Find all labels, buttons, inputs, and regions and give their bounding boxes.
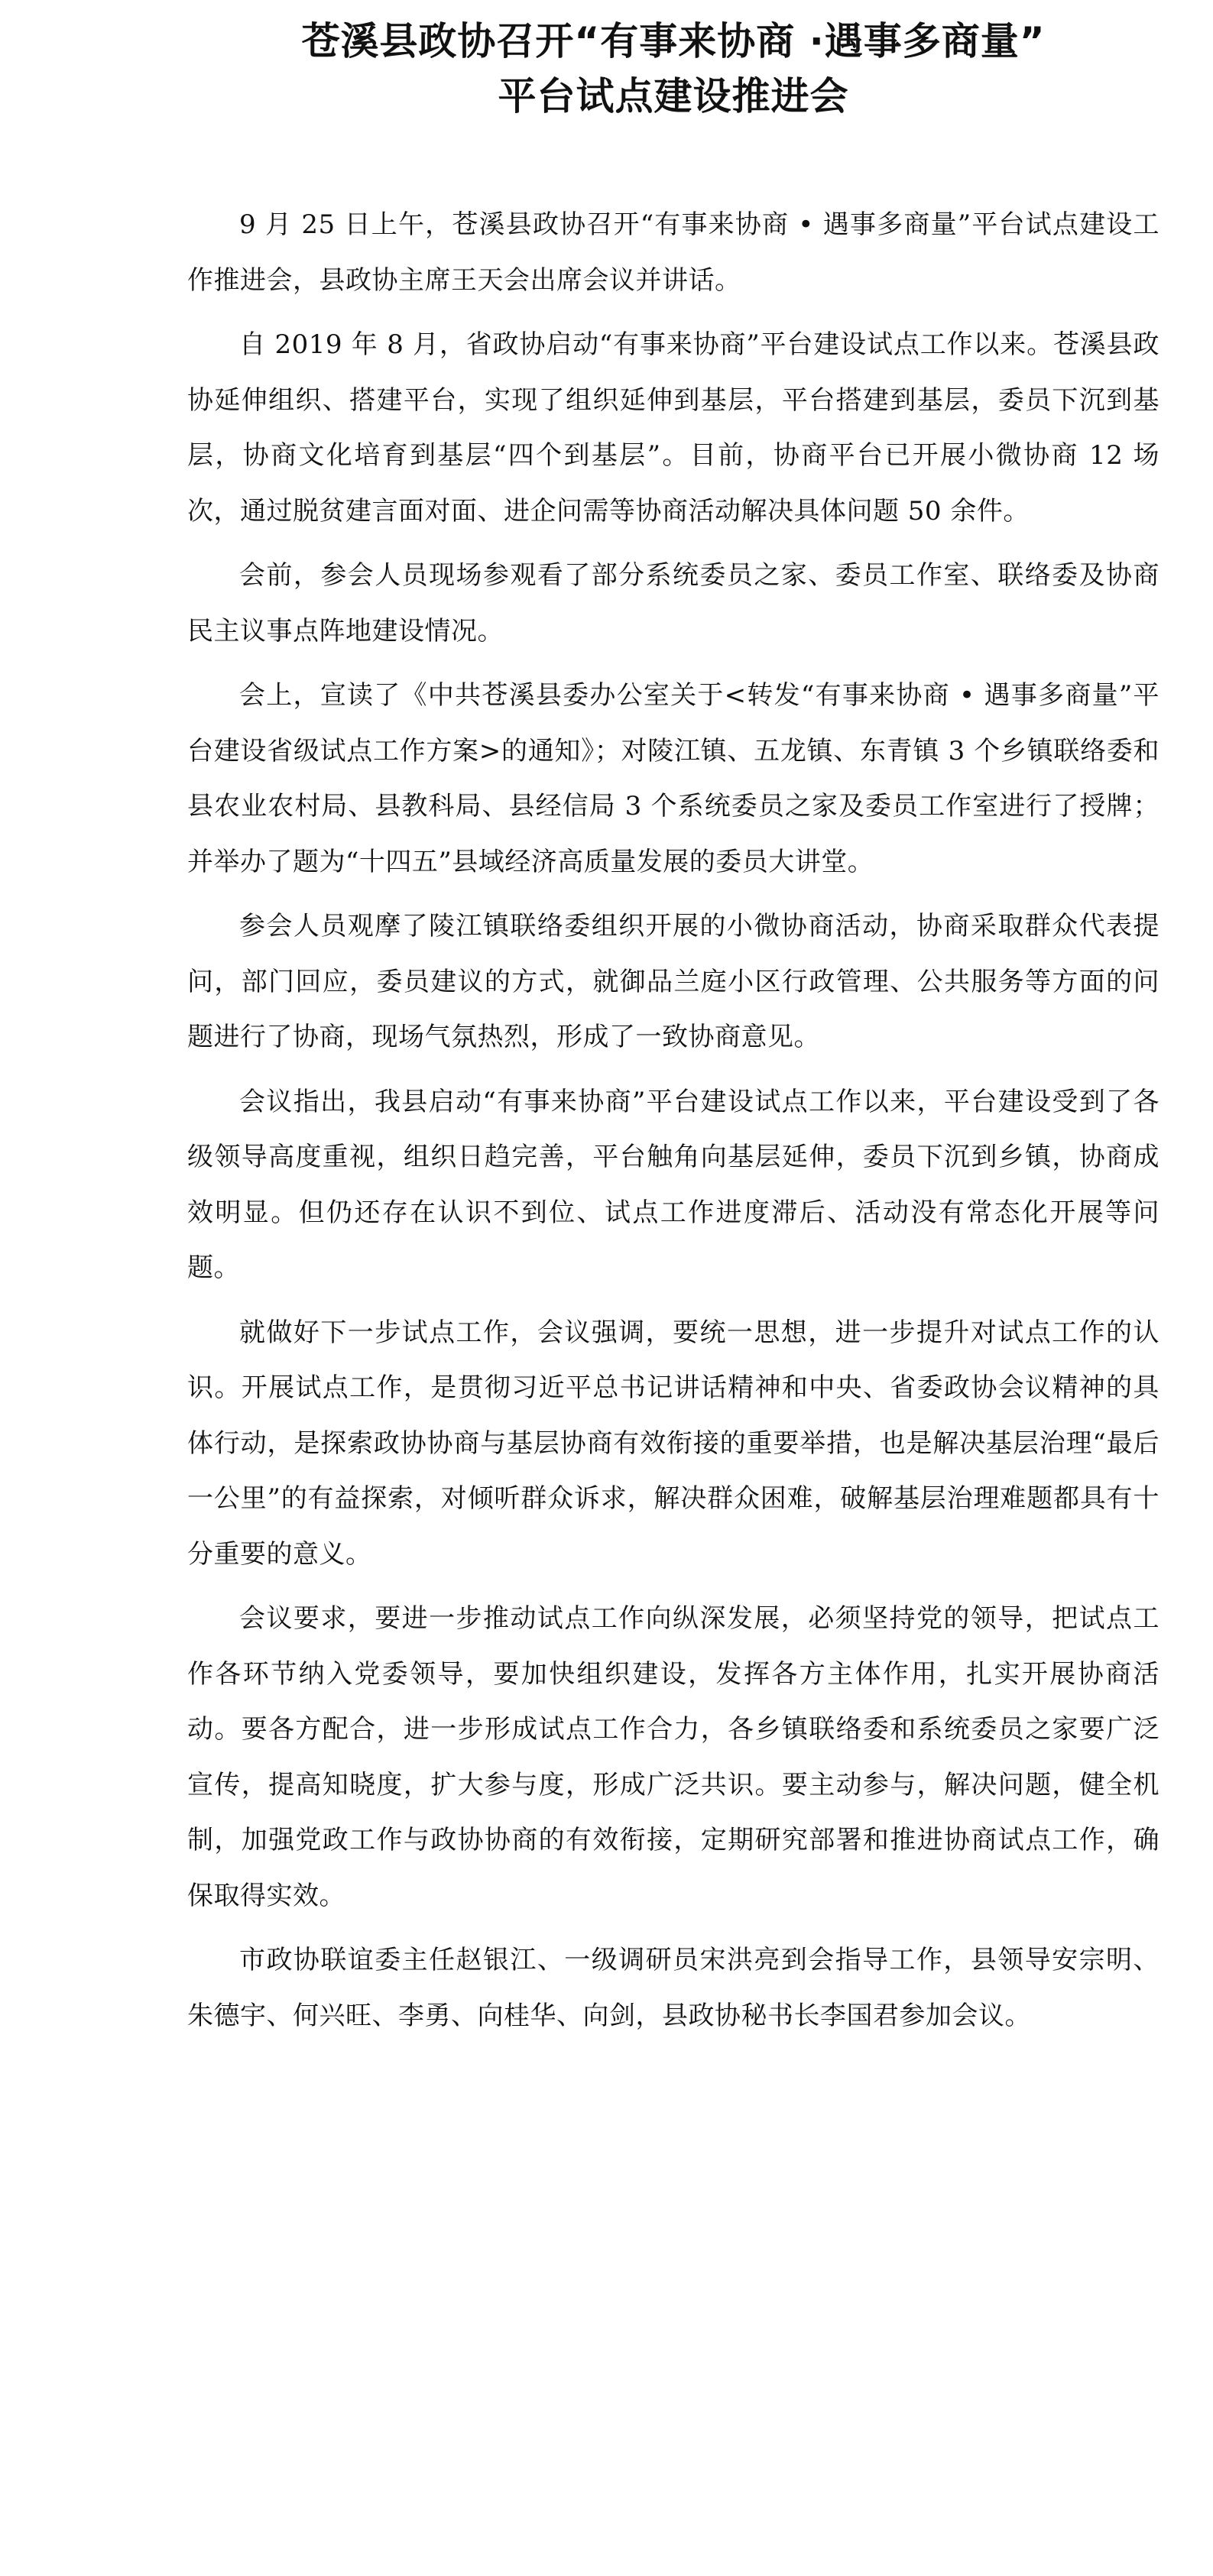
paragraph-5: 参会人员观摩了陵江镇联络委组织开展的小微协商活动，协商采取群众代表提问，部门回应，委员建议的方式，就御品兰庭小区行政管理、公共服务等方面的问题进行了协商，现场气氛热烈，形成了一致协商意见。 — [187, 911, 1159, 1052]
paragraph-3: 会前，参会人员现场参观看了部分系统委员之家、委员工作室、联络委及协商民主议事点阵地建设情况。 — [187, 560, 1159, 646]
paragraph-1: 9 月 25 日上午，苍溪县政协召开“有事来协商 • 遇事多商量”平台试点建设工作推进会，县政协主席王天会出席会议并讲话。 — [187, 209, 1159, 296]
article-body — [187, 197, 1159, 2053]
article-title — [187, 14, 1159, 124]
paragraph-6: 会议指出，我县启动“有事来协商”平台建设试点工作以来，平台建设受到了各级领导高度重视，组织日趋完善，平台触角向基层延伸，委员下沉到乡镇，协商成效明显。但仍还存在认识不到位、试点工作进度滞后、活动没有常态化开展等问题。 — [187, 1086, 1159, 1283]
paragraph-7: 就做好下一步试点工作，会议强调，要统一思想，进一步提升对试点工作的认识。开展试点工作，是贯彻习近平总书记讲话精神和中央、省委政协会议精神的具体行动，是探索政协协商与基层协商有效衔接的重要举措，也是解决基层治理“最后一公里”的有益探索，对倾听群众诉求，解决群众困难，破解基层治理难题都具有十分重要的意义。 — [187, 1317, 1159, 1570]
paragraph-2: 自 2019 年 8 月，省政协启动“有事来协商”平台建设试点工作以来。苍溪县政协延伸组织、搭建平台，实现了组织延伸到基层，平台搭建到基层，委员下沉到基层，协商文化培育到基层“四个到基层”。目前，协商平台已开展小微协商 12 场次，通过脱贫建言面对面、进企问需等协商活动解决具体问题 50 余件。 — [187, 329, 1159, 527]
paragraph-9: 市政协联谊委主任赵银江、一级调研员宋洪亮到会指导工作，县领导安宗明、朱德宇、何兴旺、李勇、向桂华、向剑，县政协秘书长李国君参加会议。 — [187, 1945, 1159, 2031]
article-title-line-2: 平台试点建设推进会 — [498, 74, 849, 118]
paragraph-4: 会上，宣读了《中共苍溪县委办公室关于<转发“有事来协商 • 遇事多商量”平台建设省级试点工作方案>的通知》；对陵江镇、五龙镇、东青镇 3 个乡镇联络委和县农业农村局、县教科局、县经信局 3 个系统委员之家及委员工作室进行了授牌；并举办了题为“十四五”县域经济高质量发展的委员大讲堂。 — [187, 680, 1159, 877]
paragraph-8: 会议要求，要进一步推动试点工作向纵深发展，必须坚持党的领导，把试点工作各环节纳入党委领导，要加快组织建设，发挥各方主体作用，扎实开展协商活动。要各方配合，进一步形成试点工作合力，各乡镇联络委和系统委员之家要广泛宣传，提高知晓度，扩大参与度，形成广泛共识。要主动参与，解决问题，健全机制，加强党政工作与政协协商的有效衔接，定期研究部署和推进协商试点工作，确保取得实效。 — [187, 1603, 1159, 1911]
article-title-line-1: 苍溪县政协召开“有事来协商 ·遇事多商量” — [301, 19, 1046, 63]
